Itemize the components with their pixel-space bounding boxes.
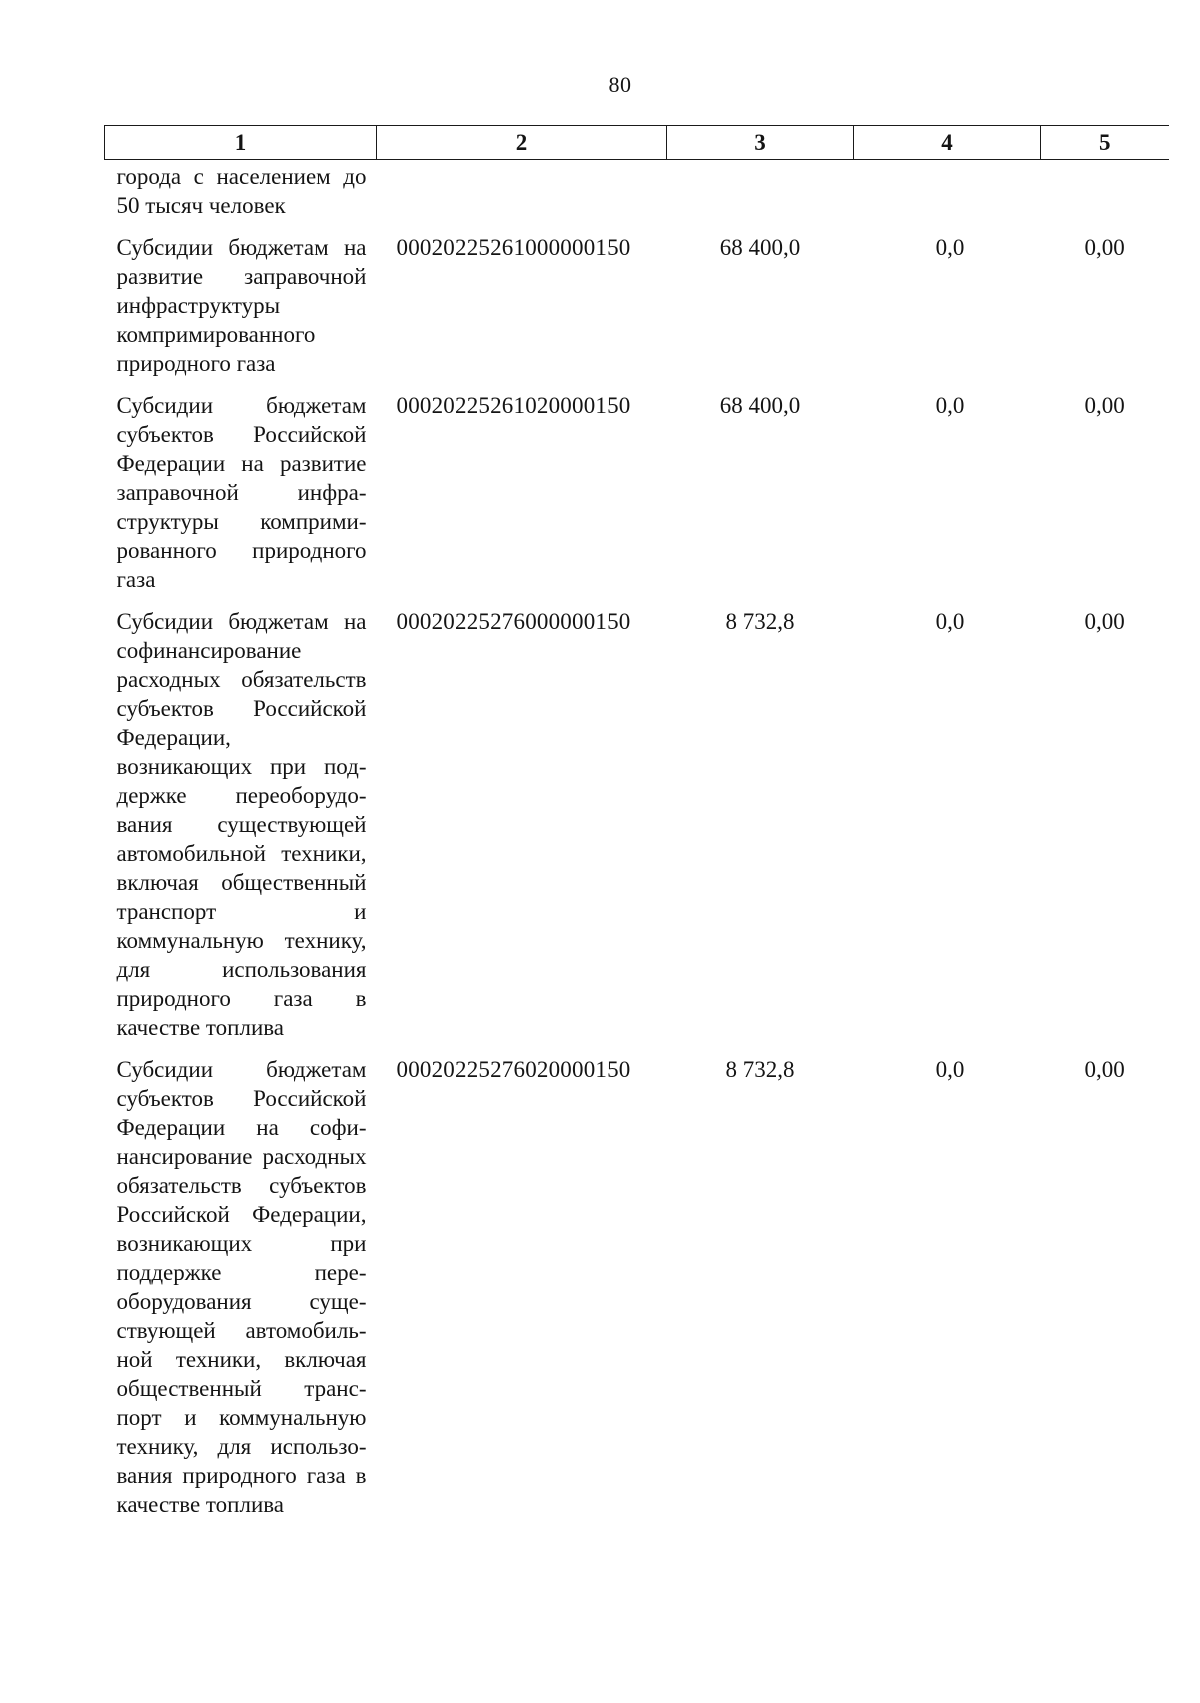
row-col5: 0,00	[1084, 609, 1125, 634]
row-description: Субсидии бюджетам на развитие заправочной инфраструктуры компримированного природного газа	[116, 235, 367, 376]
row-col4	[854, 160, 1041, 234]
row-col3: 68 400,0	[719, 235, 801, 260]
row-col3: 8 732,8	[725, 1057, 795, 1082]
budget-table	[104, 125, 1169, 1532]
column-header-2: 2	[377, 126, 667, 160]
row-col5: 0,00	[1084, 235, 1125, 260]
row-description: города с населением до 50 тысяч человек	[116, 164, 367, 218]
row-col5	[1041, 160, 1169, 234]
row-description: Субсидии бюджетам субъектов Российской Федерации на развитие заправочной инфраструктуры компримированного природного газа	[116, 393, 367, 592]
column-header-5: 5	[1041, 126, 1169, 160]
column-header-4: 4	[854, 126, 1041, 160]
page-number: 80	[608, 72, 632, 97]
row-description: Субсидии бюджетам на софинансирование расходных обязательств субъектов Российской Федерации, возникающих при поддержке переоборудования существующей автомобильной техники, включая общественный транспорт и коммунальную технику, для использования природного газа в качестве топлива	[116, 609, 367, 1040]
table-row	[105, 391, 1169, 607]
row-col5: 0,00	[1084, 1057, 1125, 1082]
row-col4: 0,0	[935, 393, 965, 418]
row-col3: 68 400,0	[719, 393, 801, 418]
row-code: 00020225276020000150	[396, 1057, 631, 1082]
table-row	[105, 160, 1169, 234]
column-header-1: 1	[105, 126, 377, 160]
header-row	[105, 126, 1169, 160]
row-code: 00020225261000000150	[396, 235, 631, 260]
row-code	[377, 160, 667, 234]
row-description: Субсидии бюджетам субъектов Российской Федерации на софинансирование расходных обязательств субъектов Российской Федерации, возникающих при поддержке переоборудования существующей автомобильной техники, включая общественный транспорт и коммунальную технику, для использования природного газа в качестве топлива	[116, 1057, 367, 1517]
row-col4: 0,0	[935, 1057, 965, 1082]
row-col4: 0,0	[935, 235, 965, 260]
row-code: 00020225261020000150	[396, 393, 631, 418]
row-col3	[667, 160, 854, 234]
column-header-3: 3	[667, 126, 854, 160]
table-row	[105, 233, 1169, 391]
row-col5: 0,00	[1084, 393, 1125, 418]
table-row	[105, 1055, 1169, 1532]
row-col4: 0,0	[935, 609, 965, 634]
table-row	[105, 607, 1169, 1055]
row-col3: 8 732,8	[725, 609, 795, 634]
table-body	[105, 160, 1169, 1533]
table-header	[105, 126, 1169, 160]
row-code: 00020225276000000150	[396, 609, 631, 634]
